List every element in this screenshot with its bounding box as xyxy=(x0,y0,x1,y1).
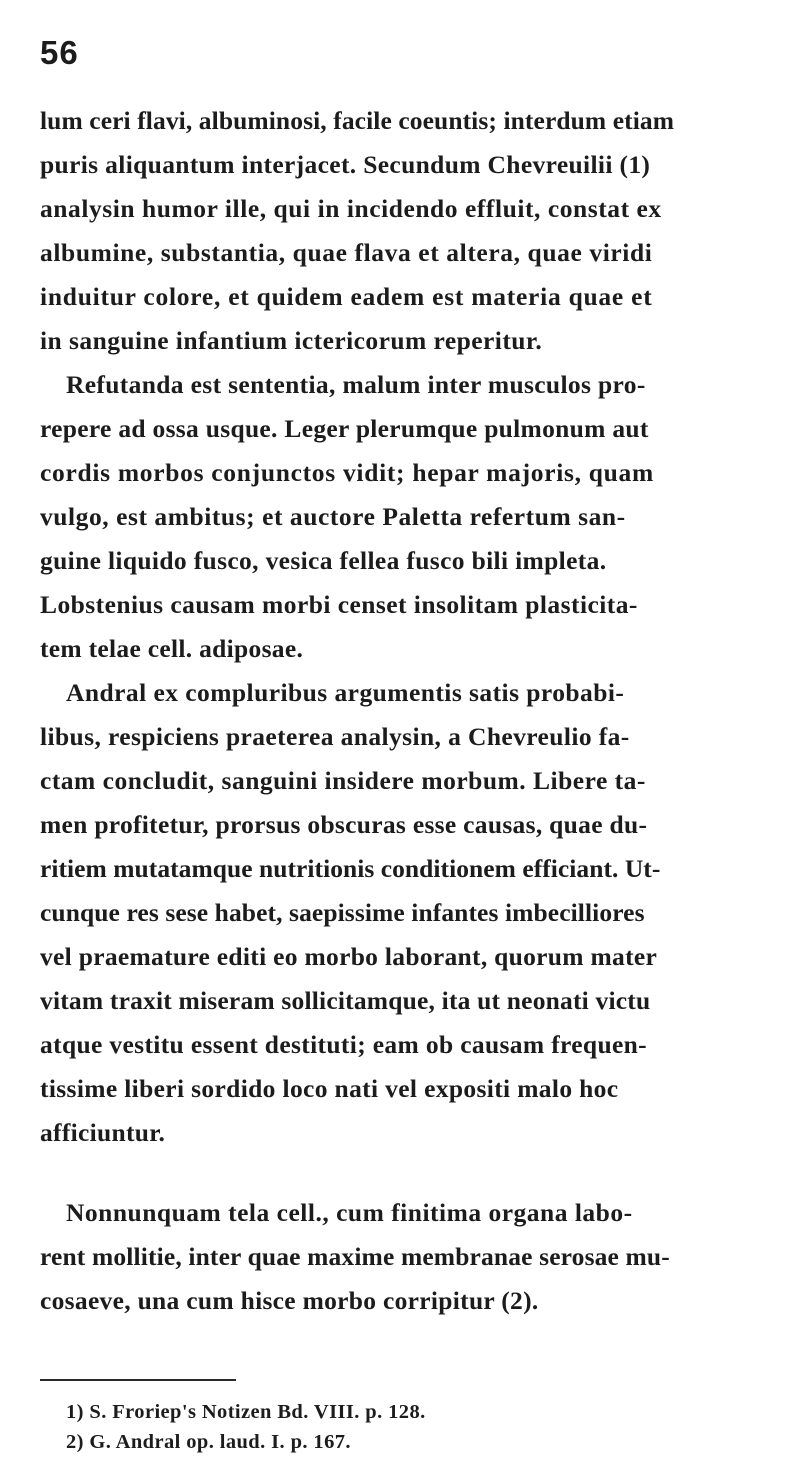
text-line: vitam traxit miseram sollicitamque, ita ut neonati victu xyxy=(40,986,651,1015)
text-line: atque vestitu essent destituti; eam ob causam frequen- xyxy=(40,1030,648,1059)
footnote: 2) G. Andral op. laud. I. p. 167. xyxy=(66,1431,351,1453)
text-line: repere ad ossa usque. Leger plerumque pulmonum aut xyxy=(40,414,649,443)
text-line: induitur colore, et quidem eadem est materia quae et xyxy=(40,282,653,311)
text-line: puris aliquantum interjacet. Secundum Chevreuilii (1) xyxy=(40,150,651,179)
text-line: cunque res sese habet, saepissime infantes imbecilliores xyxy=(40,898,645,927)
text-line: ctam concludit, sanguini insidere morbum. Libere ta- xyxy=(40,766,646,795)
text-line: Lobstenius causam morbi censet insolitam plasticita- xyxy=(40,590,638,619)
text-line: albumine, substantia, quae flava et altera, quae viridi xyxy=(40,238,653,267)
text-line: tissime liberi sordido loco nati vel expositi malo hoc xyxy=(40,1074,619,1103)
text-line: Nonnunquam tela cell., cum finitima organa labo- xyxy=(66,1198,633,1227)
text-line: ritiem mutatamque nutritionis conditionem efficiant. Ut- xyxy=(40,854,661,883)
text-line: men profitetur, prorsus obscuras esse causas, quae du- xyxy=(40,810,648,839)
footnote: 1) S. Froriep's Notizen Bd. VIII. p. 128. xyxy=(66,1401,426,1423)
text-line: afficiuntur. xyxy=(40,1118,166,1147)
text-line: vulgo, est ambitus; et auctore Paletta refertum san- xyxy=(40,502,626,531)
text-line: analysin humor ille, qui in incidendo effluit, constat ex xyxy=(40,194,662,223)
text-line: lum ceri flavi, albuminosi, facile coeuntis; interdum etiam xyxy=(40,106,675,135)
text-line: cosaeve, una cum hisce morbo corripitur (2). xyxy=(40,1286,539,1315)
text-line: rent mollitie, inter quae maxime membranae serosae mu- xyxy=(40,1242,670,1271)
text-line: guine liquido fusco, vesica fellea fusco bili impleta. xyxy=(40,546,607,575)
page-number: 56 xyxy=(40,34,79,71)
text-line: Andral ex compluribus argumentis satis probabi- xyxy=(66,678,625,707)
footnote-divider xyxy=(40,1379,236,1381)
text-line: in sanguine infantium ictericorum reperitur. xyxy=(40,326,543,355)
text-line: vel praemature editi eo morbo laborant, quorum mater xyxy=(40,942,658,971)
text-line: libus, respiciens praeterea analysin, a Chevreulio fa- xyxy=(40,722,630,751)
text-line: tem telae cell. adiposae. xyxy=(40,634,304,663)
text-line: Refutanda est sententia, malum inter musculos pro- xyxy=(66,370,646,399)
text-line: cordis morbos conjunctos vidit; hepar majoris, quam xyxy=(40,458,654,487)
